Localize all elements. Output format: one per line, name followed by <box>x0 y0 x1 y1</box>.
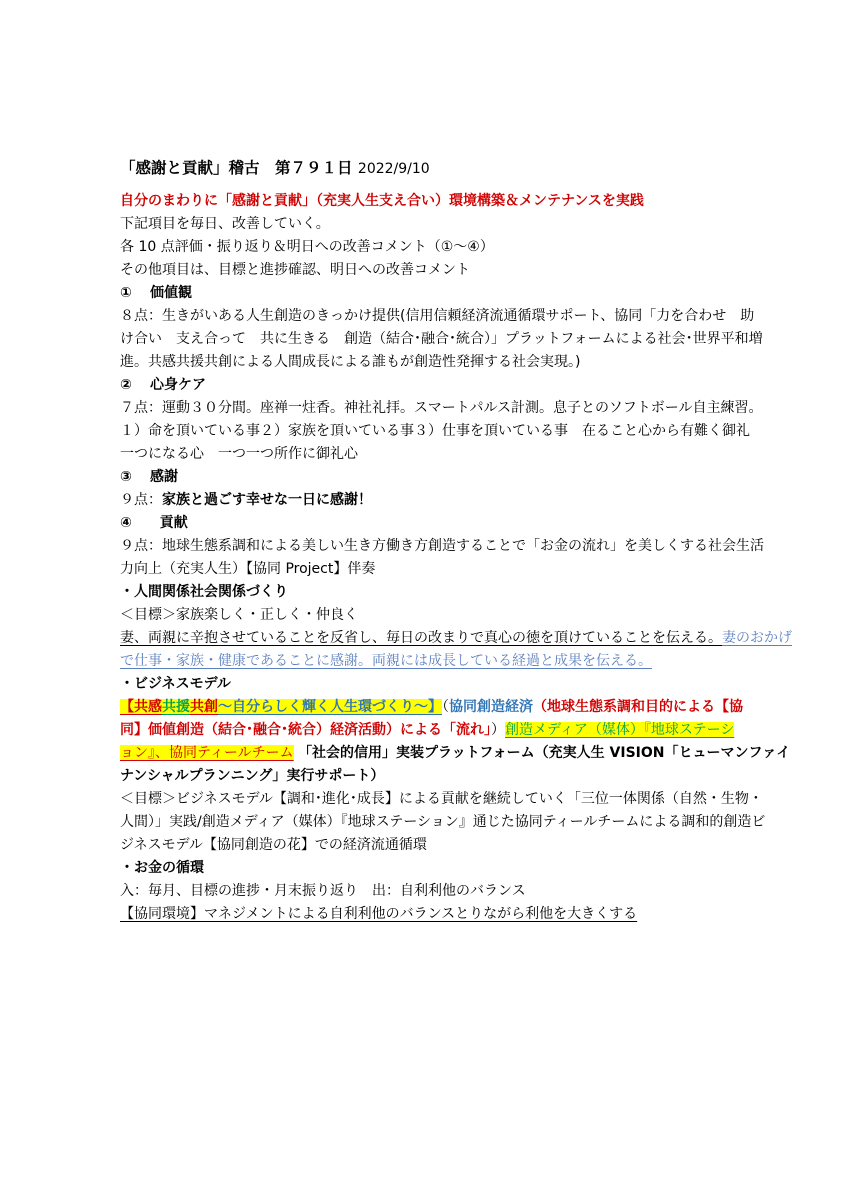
values-line-1: ８点：生きがいある人生創造のきっかけ提供(信用信頼経済流通循環サポート、協同「力を合わせ 助 <box>120 308 755 324</box>
business-goal-line-3: ジネスモデル【協同創造の花】での経済流通循環 <box>120 837 427 853</box>
money-heading: ・お金の循環 <box>120 860 204 876</box>
intro-line-2: 各 10 点評価・振り返り＆明日への改善コメント（①～④） <box>120 239 494 255</box>
care-line-2: １）命を頂いている事２）家族を頂いている事３）仕事を頂いている事 在ること心から有難く御礼 <box>120 423 750 439</box>
business-line-3: ョン』、協同ティールチーム 「社会的信用」実装プラットフォーム（充実人生 VISION「ヒューマンファイ <box>120 745 791 761</box>
money-line-1: 入：毎月、目標の進捗・月末振り返り 出：自利利他のバランス <box>120 883 526 899</box>
intro-headline: 自分のまわりに「感謝と貢献」（充実人生支え合い）環境構築＆メンテナンスを実践 <box>120 193 644 209</box>
care-line-3: 一つになる心 一つ一つ所作に御礼心 <box>120 446 358 462</box>
section-heading-gratitude: ③ 感謝 <box>120 469 178 485</box>
title-date: 2022/9/10 <box>357 161 430 177</box>
page-title <box>120 156 745 178</box>
relations-heading: ・人間関係社会関係づくり <box>120 584 288 600</box>
business-goal-line-1: ＜目標＞ビジネスモデル【調和･進化･成長】による貢献を継続していく「三位一体関係（自然・生物・ <box>120 791 763 807</box>
section-heading-contribution: ④ 貢献 <box>120 515 188 531</box>
document-page <box>120 156 792 926</box>
gratitude-line: ９点：家族と過ごす幸せな一日に感謝！ <box>120 492 372 508</box>
business-line-1: 【共感共援共創～自分らしく輝く人生環づくり～】（協同創造経済（地球生態系調和目的による【協 <box>120 699 743 715</box>
money-line-2: 【協同環境】マネジメントによる自利利他のバランスとりながら利他を大きくする <box>120 906 638 922</box>
business-goal-line-2: 人間）」実践/創造メディア（媒体）『地球ステーション』通じた協同ティールチームによる調和的創造ビ <box>120 814 766 830</box>
relations-line-1: 妻、両親に辛抱させていることを反省し、毎日の改まりで真心の徳を頂けていることを伝える。妻のおかげ <box>120 630 792 646</box>
intro-line-3: その他項目は、目標と進捗確認、明日への改善コメント <box>120 262 470 278</box>
business-heading: ・ビジネスモデル <box>120 676 231 692</box>
contribution-line-1: ９点：地球生態系調和による美しい生き方働き方創造することで「お金の流れ」を美しくする社会生活 <box>120 538 764 554</box>
care-line-1: ７点：運動３０分間。座禅一炷香。神社礼拝。スマートパルス計測。息子とのソフトボール自主練習。 <box>120 400 763 416</box>
relations-goal: ＜目標＞家族楽しく・正しく・仲良く <box>120 607 358 623</box>
section-heading-values: ① 価値観 <box>120 285 192 301</box>
relations-line-2: で仕事・家族・健康であることに感謝。両親には成長している経過と成果を伝える。 <box>120 653 652 669</box>
business-line-4: ナンシャルプランニング」実行サポート） <box>120 768 385 784</box>
title-text: 「感謝と貢献」稽古 第７９１日 <box>120 159 353 177</box>
intro-line-1: 下記項目を毎日、改善していく。 <box>120 216 330 232</box>
values-line-3: 進。共感共援共創による人間成長による誰もが創造性発揮する社会実現。) <box>120 354 581 370</box>
section-heading-care: ② 心身ケア <box>120 377 206 393</box>
contribution-line-2: 力向上（充実人生）【協同 Project】伴奏 <box>120 561 376 577</box>
values-line-2: け合い 支え合って 共に生きる 創造（結合･融合･統合）」プラットフォームによる社会･世界平和増 <box>120 331 763 347</box>
business-line-2: 同】価値創造（結合･融合･統合）経済活動）による「流れ」）創造メディア（媒体）『地球ステーシ <box>120 722 735 738</box>
